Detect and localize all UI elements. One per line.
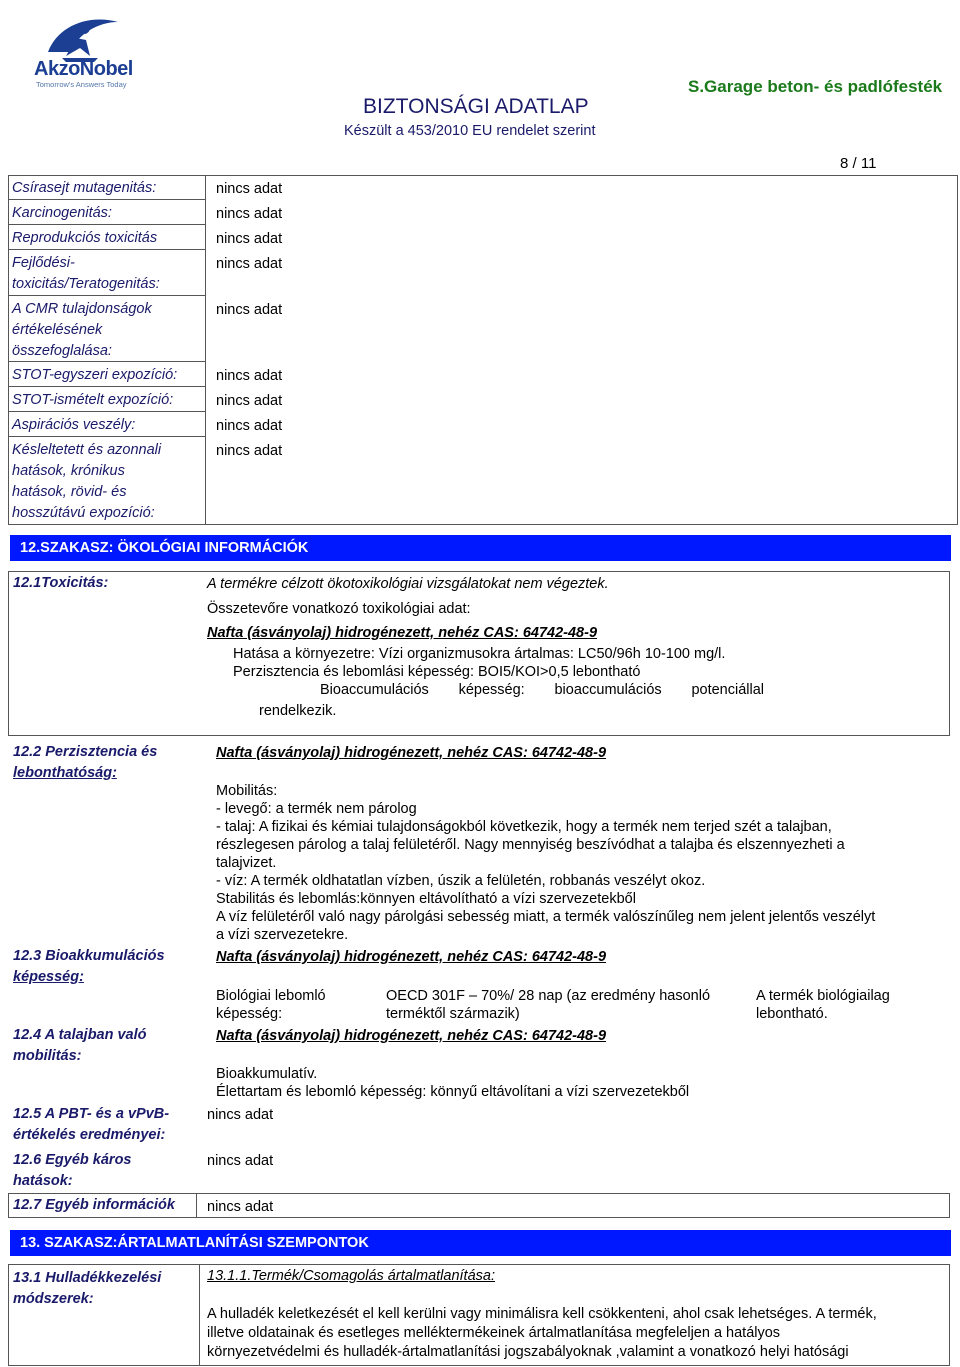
section-12-heading: 12.SZAKASZ: ÖKOLÓGIAI INFORMÁCIÓK	[10, 535, 951, 561]
logo-tagline: Tomorrow's Answers Today	[36, 80, 127, 89]
section-13-heading: 13. SZAKASZ:ÁRTALMATLANÍTÁSI SZEMPONTOK	[10, 1230, 951, 1256]
tox-row-value: nincs adat	[216, 393, 283, 409]
s12-5-label	[13, 1104, 169, 1146]
row-line	[8, 224, 206, 225]
row-line	[8, 249, 206, 250]
tox-row-label-line: Karcinogenitás:	[12, 205, 112, 221]
s12-2-substance: Nafta (ásványolaj) hidrogénezett, nehéz CAS: 64742-48-9	[216, 745, 607, 761]
tox-row-value: nincs adat	[216, 181, 283, 197]
s13-1-text	[207, 1305, 877, 1362]
document-title: BIZTONSÁGI ADATLAP	[363, 95, 589, 118]
s13-1-divider	[199, 1264, 200, 1366]
s12-3-col1-line: képesség:	[216, 1006, 283, 1022]
s12-2-line: A víz felületéről való nagy párolgási sebesség miatt, a termék valószínűleg nem jelent jelentős veszélyt	[216, 909, 876, 925]
s12-2-line: - talaj: A fizikai és kémiai tulajdonságokból következik, hogy a termék nem terjed szét a talajban,	[216, 819, 832, 835]
s12-2-line: talajvizet.	[216, 855, 277, 871]
s12-3-col2	[386, 987, 710, 1023]
logo	[18, 8, 146, 93]
s12-4-label-line: 12.4 A talajban való	[13, 1027, 147, 1043]
tox-row-label	[12, 440, 161, 524]
row-line	[8, 411, 206, 412]
s13-1-line: illetve oldatainak és esetleges melléktermékeinek ártalmatlanítása megfeleljen a hatályos	[207, 1325, 781, 1341]
tox-row-value: nincs adat	[216, 206, 283, 222]
s12-4-label	[13, 1025, 147, 1067]
s12-4-line: Bioakkumulatív.	[216, 1066, 318, 1082]
tox-row-label-line: hosszútávú expozíció:	[12, 505, 155, 521]
row-line	[8, 295, 206, 296]
s12-1-label: 12.1Toxicitás:	[13, 575, 109, 591]
s12-2-line: Stabilitás és lebomlás:könnyen eltávolítható a vízi szervezetekből	[216, 891, 636, 907]
document-subtitle: Készült a 453/2010 EU rendelet szerint	[344, 123, 596, 139]
s12-3-col1	[216, 987, 326, 1023]
s13-1-line: A hulladék keletkezését el kell kerülni vagy minimálisra kell csökkenteni, ahol csak lehetséges. A termék,	[207, 1306, 877, 1322]
s12-3-col3-line: A termék biológiailag	[756, 988, 890, 1004]
s12-2-text	[216, 782, 936, 944]
s13-1-sub: 13.1.1.Termék/Csomagolás ártalmatlanítása:	[207, 1268, 495, 1284]
s12-2-label-line: lebonthatóság:	[13, 765, 117, 781]
s12-6-label-line: hatások:	[13, 1173, 73, 1189]
s12-6-label	[13, 1150, 132, 1192]
tox-row-label-line: toxicitás/Teratogenitás:	[12, 276, 160, 292]
tox-row-value: nincs adat	[216, 368, 283, 384]
s12-4-line: Élettartam és lebomló képesség: könnyű eltávolítani a vízi szervezetekből	[216, 1084, 690, 1100]
s12-4-text	[216, 1065, 689, 1101]
tox-row-label	[12, 203, 112, 224]
s12-1-bio2: rendelkezik.	[259, 703, 337, 719]
s12-3-label-line: képesség:	[13, 969, 84, 985]
tox-row-value: nincs adat	[216, 443, 283, 459]
s12-3-col2-line: terméktől származik)	[386, 1006, 520, 1022]
s12-1-effect: Hatása a környezetre: Vízi organizmusokra ártalmas: LC50/96h 10-100 mg/l.	[233, 646, 726, 662]
tox-row-label-line: Késleltetett és azonnali	[12, 442, 162, 458]
s12-2-line: részlegesen párolog a talaj felületéről. Nagy mennyiség beszívódhat a talajba és elszennyezheti a	[216, 837, 845, 853]
tox-row-label-line: A CMR tulajdonságok	[12, 301, 152, 317]
s12-6-label-line: 12.6 Egyéb káros	[13, 1152, 132, 1168]
s12-2-line: - víz: A termék oldhatatlan vízben, úszik a felületén, robbanás veszélyt okoz.	[216, 873, 706, 889]
s13-1-line: környezetvédelmi és hulladék-ártalmatlanítási jogszabályoknak ,valamint a vonatkozó helyi hatósági	[207, 1344, 849, 1360]
s12-1-persistence: Perzisztencia és lebomlási képesség: BOI5/KOI>0,5 lebontható	[233, 664, 641, 680]
tox-row-label	[12, 253, 160, 295]
tox-row-label-line: STOT-egyszeri expozíció:	[12, 367, 178, 383]
tox-row-label-line: Reprodukciós toxicitás	[12, 230, 158, 246]
s13-1-label	[13, 1268, 161, 1310]
s12-3-col3-line: lebontható.	[756, 1006, 828, 1022]
row-line	[8, 199, 206, 200]
s12-7-value: nincs adat	[207, 1199, 274, 1215]
s12-3-col2-line: OECD 301F – 70%/ 28 nap (az eredmény hasonló	[386, 988, 711, 1004]
s12-7-label: 12.7 Egyéb információk	[13, 1197, 175, 1213]
s12-1-line1: A termékre célzott ökotoxikológiai vizsgálatokat nem végeztek.	[207, 576, 609, 592]
s12-5-value: nincs adat	[207, 1107, 274, 1123]
s12-1-line2: Összetevőre vonatkozó toxikológiai adat:	[207, 601, 471, 617]
tox-row-label-line: hatások, krónikus	[12, 463, 125, 479]
tox-row-label-line: Csírasejt mutagenitás:	[12, 180, 157, 196]
page-number: 8 / 11	[840, 155, 877, 172]
table-divider	[205, 175, 206, 525]
tox-row-value: nincs adat	[216, 256, 283, 272]
tox-row-value: nincs adat	[216, 302, 283, 318]
s12-2-label-line: 12.2 Perzisztencia és	[13, 744, 158, 760]
s12-2-line: Mobilitás:	[216, 783, 278, 799]
s12-1-bio1: Bioaccumulációs képesség: bioaccumulációs potenciállal	[320, 682, 764, 698]
s12-2-line: a vízi szervezetekre.	[216, 927, 349, 943]
tox-row-label	[12, 228, 157, 249]
s12-4-substance: Nafta (ásványolaj) hidrogénezett, nehéz CAS: 64742-48-9	[216, 1028, 607, 1044]
s12-3-label	[13, 946, 165, 988]
s12-7-divider	[196, 1193, 197, 1218]
tox-row-label	[12, 178, 156, 199]
s12-1-substance: Nafta (ásványolaj) hidrogénezett, nehéz CAS: 64742-48-9	[207, 625, 598, 641]
row-line	[8, 436, 206, 437]
tox-row-value: nincs adat	[216, 418, 283, 434]
tox-row-label	[12, 299, 152, 362]
s13-1-label-line: 13.1 Hulladékkezelési	[13, 1270, 162, 1286]
s12-4-label-line: mobilitás:	[13, 1048, 82, 1064]
tox-row-label-line: STOT-ismételt expozíció:	[12, 392, 174, 408]
tox-row-label	[12, 365, 177, 386]
tox-row-value: nincs adat	[216, 231, 283, 247]
s12-6-value: nincs adat	[207, 1153, 274, 1169]
s12-2-line: - levegő: a termék nem párolog	[216, 801, 417, 817]
tox-row-label	[12, 415, 135, 436]
tox-row-label-line: Fejlődési-	[12, 255, 75, 271]
s13-1-label-line: módszerek:	[13, 1291, 94, 1307]
s12-3-label-line: 12.3 Bioakkumulációs	[13, 948, 165, 964]
row-line	[8, 386, 206, 387]
tox-row-label-line: összefoglalása:	[12, 343, 112, 359]
s12-3-col3	[756, 987, 890, 1023]
tox-row-label	[12, 390, 173, 411]
tox-row-label-line: értékelésének	[12, 322, 103, 338]
logo-text: AkzoNobel	[34, 58, 133, 80]
tox-row-label-line: hatások, rövid- és	[12, 484, 127, 500]
s12-3-substance: Nafta (ásványolaj) hidrogénezett, nehéz CAS: 64742-48-9	[216, 949, 607, 965]
s12-5-label-line: 12.5 A PBT- és a vPvB-	[13, 1106, 170, 1122]
s12-2-label	[13, 742, 157, 784]
s12-5-label-line: értékelés eredményei:	[13, 1127, 166, 1143]
s12-3-col1-line: Biológiai lebomló	[216, 988, 326, 1004]
product-name: S.Garage beton- és padlófesték	[688, 77, 943, 96]
tox-row-label-line: Aspirációs veszély:	[12, 417, 136, 433]
